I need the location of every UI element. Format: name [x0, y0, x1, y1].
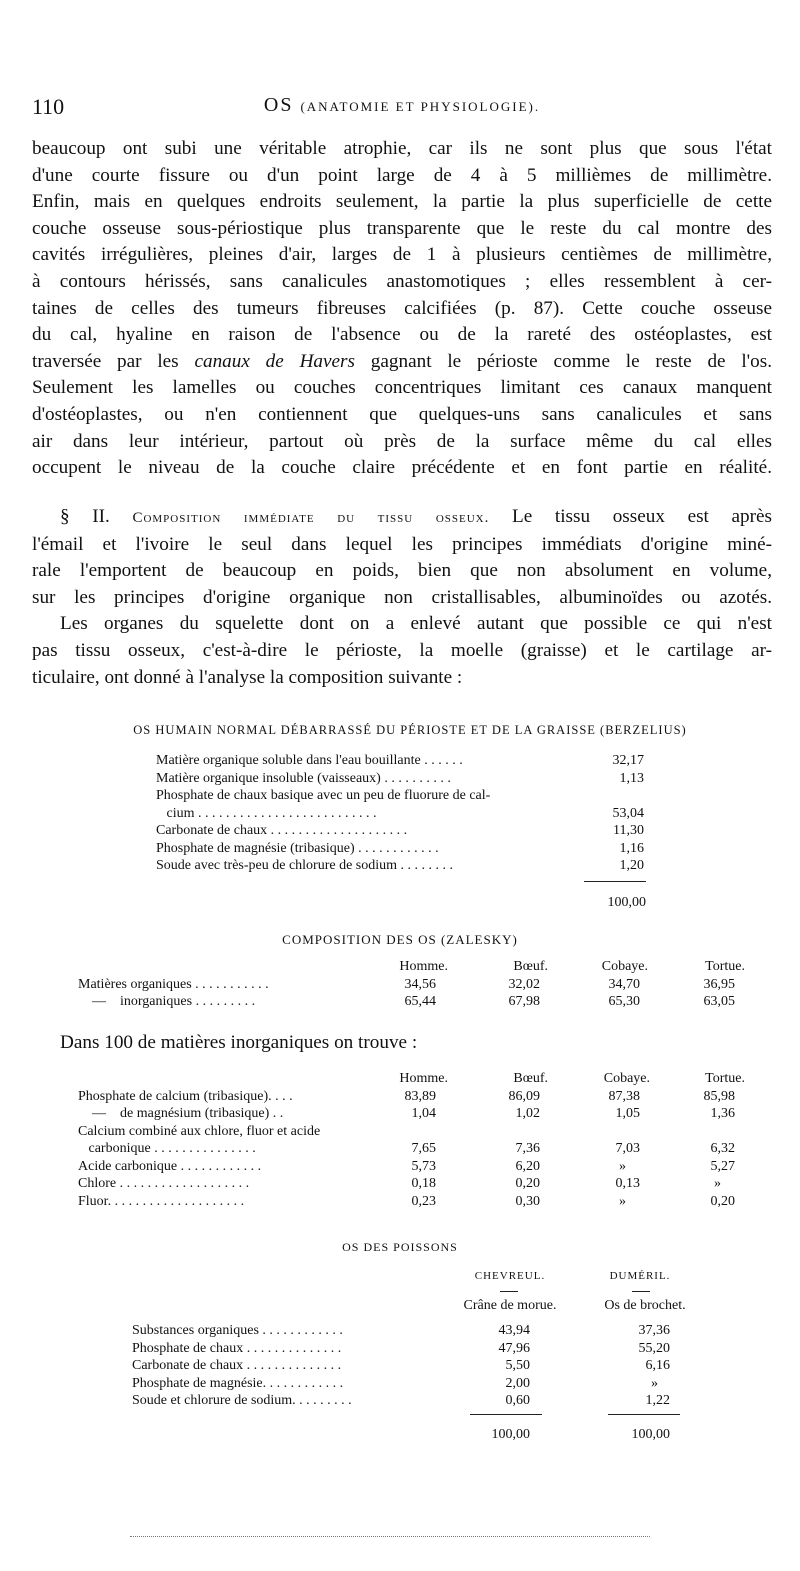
section-2	[32, 504, 772, 691]
footer-rule	[130, 1536, 650, 1537]
cell: 6,32	[710, 1141, 735, 1156]
cell: 7,65	[411, 1141, 436, 1156]
table3	[78, 1070, 758, 1210]
text-line: couche osseuse sous-périostique plus transparente que le reste du cal montre des	[32, 217, 772, 239]
cell: 36,95	[703, 976, 735, 992]
section-mark: § II.	[60, 506, 110, 527]
text-line: du cal, hyaline en raison de l'absence ou de la rareté des ostéoplastes, est	[32, 324, 772, 346]
cell: »	[651, 1375, 658, 1391]
row-label: Acide carbonique . . . . . . . . . . . .	[78, 1158, 262, 1174]
row-label: Phosphate de magnésie. . . . . . . . . . . .	[132, 1375, 344, 1391]
table-row	[78, 976, 758, 994]
author-dumeril: DUMÉRIL.	[609, 1270, 671, 1282]
table-row	[156, 787, 646, 805]
column-header: Tortue.	[705, 1071, 745, 1086]
table-row	[78, 993, 758, 1011]
running-title	[32, 94, 772, 117]
table4-title: OS DES POISSONS	[342, 1240, 458, 1254]
table-row	[78, 1088, 758, 1106]
paragraph-1	[32, 136, 772, 482]
page-number: 110	[32, 94, 65, 119]
row-label: — de magnésium (tribasique) . .	[78, 1106, 284, 1121]
row-label: Chlore . . . . . . . . . . . . . . . . . . .	[78, 1176, 250, 1191]
table-row	[156, 840, 646, 858]
table-row	[78, 1123, 758, 1141]
column-header: Bœuf.	[513, 959, 548, 974]
cell: 5,27	[710, 1158, 735, 1174]
column-header: Cobaye.	[603, 1071, 650, 1086]
table-row	[132, 1375, 692, 1393]
table-row	[132, 1357, 692, 1375]
row-label: Calcium combiné aux chlore, fluor et acide	[78, 1123, 321, 1139]
text-line: Seulement les lamelles ou couches concentriques limitant ces canaux manquent	[32, 377, 772, 399]
text-fragment: gagnant le périoste comme le reste de l'os.	[354, 350, 772, 372]
text-line: Les organes du squelette dont on a enlevé autant que possible ce qui n'est	[60, 613, 772, 635]
table1-title: OS HUMAIN NORMAL DÉBARRASSÉ DU PÉRIOSTE ET DE LA GRAISSE (BERZELIUS)	[133, 723, 687, 737]
cell: 63,05	[703, 994, 735, 1009]
table-row	[156, 822, 646, 840]
cell: 43,94	[498, 1323, 530, 1338]
cell: 7,36	[515, 1141, 540, 1156]
text-line: taines de celles des tumeurs fibreuses calcifiées (p. 87). Cette couche osseuse	[32, 297, 772, 319]
text-line: rale l'emportent de beaucoup en poids, bien que non absolument en volume,	[32, 560, 772, 582]
cell: 0,13	[615, 1176, 640, 1191]
text-line: ticulaire, ont donné à l'analyse la composition suivante :	[32, 666, 463, 688]
cell: 83,89	[404, 1088, 436, 1104]
table-header-row	[78, 958, 758, 976]
cell: 47,96	[498, 1340, 530, 1356]
row-label: Matière organique insoluble (vaisseaux) . . . . . . . . . .	[156, 770, 451, 786]
cell: 6,20	[515, 1158, 540, 1174]
column-header: Cobaye.	[601, 959, 648, 974]
row-label: Matière organique soluble dans l'eau bouillante . . . . . .	[156, 753, 463, 768]
cell: 1,04	[411, 1106, 436, 1121]
cell: 1,36	[710, 1106, 735, 1121]
cell: 86,09	[508, 1088, 540, 1104]
running-title-main: OS	[263, 94, 294, 116]
row-value: 32,17	[612, 753, 644, 768]
row-label: Phosphate de calcium (tribasique). . . .	[78, 1088, 293, 1104]
cell: »	[619, 1158, 626, 1174]
intro-line	[60, 1030, 760, 1057]
text-line: Dans 100 de matières inorganiques on trouve :	[60, 1032, 418, 1053]
table-row	[78, 1105, 758, 1123]
text-line: d'ostéoplastes, ou n'en contiennent que quelques-uns sans canalicules et sans	[32, 403, 772, 425]
text-line: air dans leur intérieur, partout où près de la surface même du cal elles	[32, 430, 772, 452]
table-row	[156, 752, 646, 770]
row-value: 11,30	[613, 823, 644, 838]
table1	[156, 752, 646, 875]
cell: 85,98	[703, 1088, 735, 1104]
sum-rule	[470, 1414, 542, 1415]
cell: 65,30	[608, 994, 640, 1009]
cell: 2,00	[505, 1375, 530, 1391]
row-label: Matières organiques . . . . . . . . . . .	[78, 976, 269, 992]
cell: 1,02	[515, 1106, 540, 1121]
row-label: carbonique . . . . . . . . . . . . . . .	[78, 1141, 256, 1156]
table-header-row	[78, 1070, 758, 1088]
row-label: Soude et chlorure de sodium. . . . . . . . .	[132, 1393, 352, 1408]
table-row	[78, 1175, 758, 1193]
sum-rule	[608, 1414, 680, 1415]
column-header: Tortue.	[705, 959, 745, 974]
row-label: Phosphate de chaux . . . . . . . . . . . . . .	[132, 1340, 342, 1356]
cell: 34,56	[404, 976, 436, 992]
cell: »	[714, 1176, 721, 1191]
cell: 7,03	[615, 1141, 640, 1156]
cell: 0,60	[505, 1393, 530, 1408]
table4-totals	[132, 1426, 692, 1444]
table2	[78, 958, 758, 1011]
row-label: — inorganiques . . . . . . . . .	[78, 994, 256, 1009]
total-value: 100,00	[631, 1427, 670, 1442]
row-label: Carbonate de chaux . . . . . . . . . . . . . . . . . . . .	[156, 823, 408, 838]
cell: 87,38	[608, 1088, 640, 1104]
total-value: 100,00	[491, 1427, 530, 1442]
table-row	[132, 1340, 692, 1358]
author-rule	[632, 1291, 650, 1292]
text-line: cavités irrégulières, pleines d'air, larges de 1 à plusieurs centièmes de millimètre,	[32, 244, 772, 266]
text-line: à contours hérissés, sans canalicules anastomotiques ; elles ressemblent à cer-	[32, 270, 772, 292]
total-row	[584, 894, 646, 912]
cell: 65,44	[404, 994, 436, 1009]
cell: »	[619, 1193, 626, 1209]
column-header: Os de brochet.	[604, 1298, 686, 1313]
row-label: Carbonate de chaux . . . . . . . . . . . . . .	[132, 1358, 342, 1373]
text-line: Enfin, mais en quelques endroits seulement, la partie la plus superficielle de cette	[32, 191, 772, 213]
row-label: Phosphate de chaux basique avec un peu de fluorure de cal-	[156, 788, 491, 803]
cell: 32,02	[508, 976, 540, 992]
table-row	[78, 1140, 758, 1158]
text-line: pas tissu osseux, c'est-à-dire le périoste, la moelle (graisse) et le cartilage ar-	[32, 639, 772, 661]
column-header: Homme.	[399, 959, 448, 974]
cell: 67,98	[508, 994, 540, 1009]
cell: 1,05	[615, 1106, 640, 1121]
row-label: Soude avec très-peu de chlorure de sodium . . . . . . . .	[156, 858, 454, 873]
table-row	[78, 1158, 758, 1176]
text-line: l'émail et l'ivoire le seul dans lequel les principes immédiats d'origine miné-	[32, 533, 772, 555]
author-rule	[500, 1291, 518, 1292]
italic-term: canaux de Havers	[194, 350, 355, 372]
table-row	[132, 1392, 692, 1410]
running-title-sub: (ANATOMIE ET PHYSIOLOGIE).	[300, 99, 541, 114]
row-label: Substances organiques . . . . . . . . . . . .	[132, 1323, 343, 1338]
table4	[132, 1322, 692, 1410]
column-header: Homme.	[399, 1071, 448, 1086]
cell: 0,23	[411, 1193, 436, 1209]
section-heading-line	[32, 504, 772, 532]
text-line: occupent le niveau de la couche claire précédente et en font partie en réalité.	[32, 457, 772, 479]
sum-rule	[584, 881, 646, 882]
table-row	[156, 857, 646, 875]
row-label: cium . . . . . . . . . . . . . . . . . . . . . . . . . .	[156, 805, 377, 821]
text-fragment: traversée par les	[32, 350, 195, 372]
row-value: 53,04	[612, 805, 644, 821]
cell: 0,18	[411, 1176, 436, 1191]
cell: 1,22	[645, 1393, 670, 1408]
table2-title: COMPOSITION DES OS (ZALESKY)	[282, 932, 518, 947]
text-line: sur les principes d'origine organique non cristallisables, albuminoïdes ou azotés.	[32, 586, 772, 608]
cell: 5,50	[505, 1358, 530, 1373]
table-row	[156, 805, 646, 823]
total-row	[132, 1426, 692, 1444]
row-value: 1,20	[619, 858, 644, 873]
text-line: beaucoup ont subi une véritable atrophie, car ils ne sont plus que sous l'état	[32, 138, 772, 159]
section-title: Composition immédiate du tissu osseux.	[132, 510, 490, 526]
cell: 34,70	[608, 976, 640, 992]
text-line: d'une courte fissure ou d'un point large de 4 à 5 millièmes de millimètre.	[32, 164, 772, 186]
table-row	[132, 1322, 692, 1340]
row-label: Phosphate de magnésie (tribasique) . . . . . . . . . . . .	[156, 840, 439, 856]
total-value: 100,00	[607, 895, 646, 910]
column-header: Bœuf.	[513, 1071, 548, 1086]
text-line-italic	[32, 349, 772, 376]
row-value: 1,16	[619, 840, 644, 856]
text-fragment: Le tissu osseux est après	[512, 506, 773, 527]
cell: 6,16	[645, 1358, 670, 1373]
cell: 37,36	[638, 1323, 670, 1338]
author-chevreul: CHEVREUL.	[474, 1270, 546, 1282]
cell: 5,73	[411, 1158, 436, 1174]
table1-total	[584, 894, 646, 912]
table-row	[156, 770, 646, 788]
row-value: 1,13	[619, 770, 644, 786]
cell: 0,20	[710, 1193, 735, 1209]
row-label: Fluor. . . . . . . . . . . . . . . . . . . .	[78, 1193, 245, 1209]
cell: 0,30	[515, 1193, 540, 1209]
cell: 55,20	[638, 1340, 670, 1356]
column-header: Crâne de morue.	[463, 1298, 557, 1313]
page-header	[32, 94, 772, 128]
cell: 0,20	[515, 1176, 540, 1191]
table-row	[78, 1193, 758, 1211]
